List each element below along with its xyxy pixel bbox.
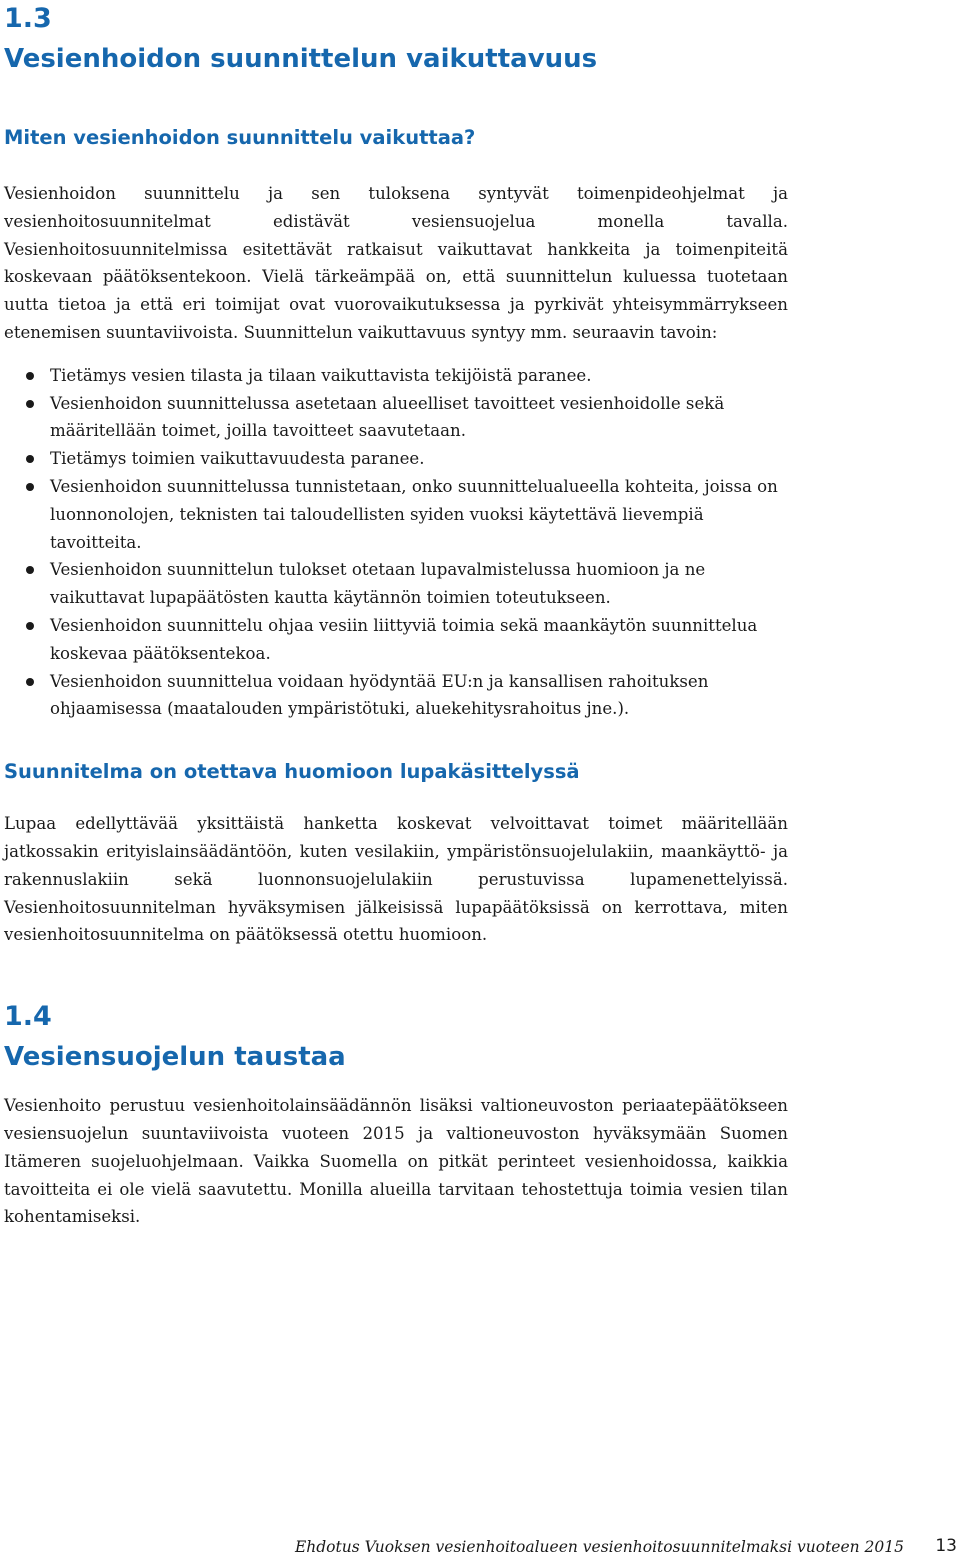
list-item (4, 362, 788, 390)
subheading: Miten vesienhoidon suunnittelu vaikuttaa? (4, 126, 476, 149)
bullet-icon (26, 400, 34, 408)
footer-title: Ehdotus Vuoksen vesienhoitoalueen vesienhoitosuunnitelmaksi vuoteen 2015 (294, 1538, 904, 1556)
permit-paragraph: Lupaa edellyttävää yksittäistä hanketta koskevat velvoittavat toimet määritellään jatkossakin erityislainsäädäntöön, kuten vesilakiin, ympäristönsuojelulakiin, maankäyttö- ja rakennuslakiin sekä luonnonsuojelulakiin perustuvissa lupamenettelyissä. Vesienhoitosuunnitelman hyväksymisen jälkeisissä lupapäätöksissä on kerrottava, miten vesienhoitosuunnitelma on päätöksessä otettu huomioon. (4, 814, 788, 945)
background-paragraph: Vesienhoito perustuu vesienhoitolainsäädännön lisäksi valtioneuvoston periaatepäätökseen vesiensuojelun suuntaviivoista vuoteen 2015 ja valtioneuvoston hyväksymään Suomen Itämeren suojeluohjelmaan. Vaikka Suomella on pitkät perinteet vesienhoidossa, kaikkia tavoitteita ei ole vielä saavutettu. Monilla alueilla tarvitaan tehostettuja toimia vesien tilan kohentamiseksi. (4, 1096, 788, 1227)
bullet-icon (26, 455, 34, 463)
list-item-text: Vesienhoidon suunnittelun tulokset otetaan lupavalmistelussa huomioon ja ne vaikuttavat lupapäätösten kautta käytännön toimien toteutukseen. (50, 560, 706, 608)
bullet-icon (26, 372, 34, 380)
list-item-text: Tietämys toimien vaikuttavuudesta paranee. (50, 449, 425, 469)
list-item (4, 668, 788, 724)
page-footer (0, 1538, 960, 1558)
list-item-text: Vesienhoidon suunnittelu ohjaa vesiin liittyviä toimia sekä maankäytön suunnittelua koskevaa päätöksentekoa. (50, 615, 758, 663)
section-title: Vesiensuojelun taustaa (4, 1042, 346, 1073)
list-item (4, 390, 788, 446)
bullet-icon (26, 622, 34, 630)
bullet-icon (26, 678, 34, 686)
bullet-icon (26, 483, 34, 491)
list-item-text: Vesienhoidon suunnittelua voidaan hyödyntää EU:n ja kansallisen rahoituksen ohjaamisessa (maatalouden ympäristötuki, aluekehitysrahoitus jne.). (50, 671, 709, 719)
page-number: 13 (935, 1536, 957, 1556)
bullet-list (4, 362, 788, 723)
intro-paragraph: Vesienhoidon suunnittelu ja sen tuloksena syntyvät toimenpideohjelmat ja vesienhoitosuunnitelmat edistävät vesiensuojelua monella tavalla. Vesienhoitosuunnitelmissa esitettävät ratkaisut vaikuttavat hankkeita ja toimenpiteitä koskevaan päätöksentekoon. Vielä tärkeämpää on, että suunnittelun kuluessa tuotetaan uutta tietoa ja että eri toimijat ovat vuorovaikutuksessa ja pyrkivät yhteisymmärrykseen etenemisen suuntaviivoista. Suunnittelun vaikuttavuus syntyy mm. seuraavin tavoin: (4, 184, 788, 342)
section-number: 1.3 (4, 3, 52, 34)
list-item (4, 556, 788, 612)
section-title: Vesienhoidon suunnittelun vaikuttavuus (4, 44, 598, 74)
list-item (4, 612, 788, 668)
list-item-text: Vesienhoidon suunnittelussa asetetaan alueelliset tavoitteet vesienhoidolle sekä määritellään toimet, joilla tavoitteet saavutetaan. (50, 393, 725, 441)
list-item (4, 445, 788, 473)
list-item-text: Vesienhoidon suunnittelussa tunnistetaan, onko suunnittelualueella kohteita, joissa on luonnonolojen, teknisten tai taloudellisten syiden vuoksi käytettävä lievempiä tavoitteita. (50, 476, 778, 552)
list-item-text: Tietämys vesien tilasta ja tilaan vaikuttavista tekijöistä paranee. (50, 365, 592, 385)
list-item (4, 473, 788, 556)
subheading: Suunnitelma on otettava huomioon lupakäsittelyssä (4, 760, 580, 784)
section-number: 1.4 (4, 1001, 52, 1033)
document-page (4, 0, 788, 1231)
bullet-icon (26, 566, 34, 574)
